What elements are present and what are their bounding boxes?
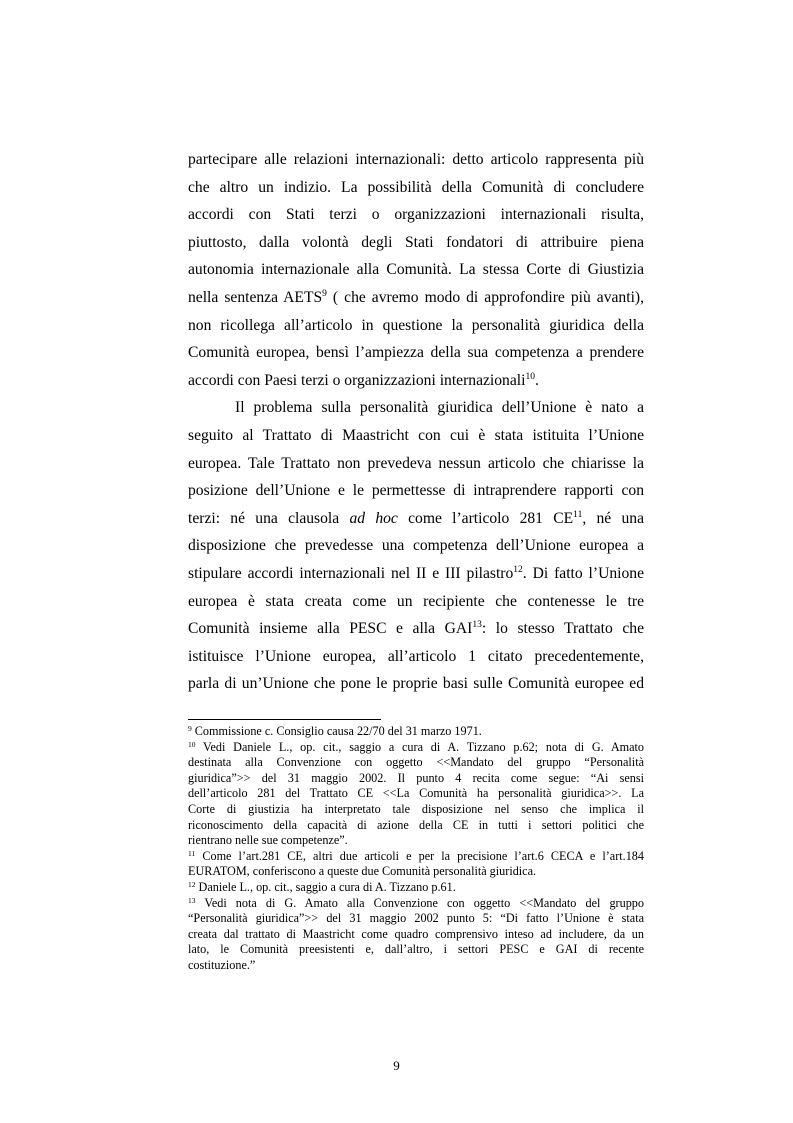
footnote-number: 11 (188, 848, 196, 858)
footnote-line (188, 755, 644, 771)
footnote-number: 9 (188, 724, 192, 733)
body-line: disposizione che prevedesse una competenza dell’Unione europea a (188, 537, 644, 555)
body-text-segment: accordi con Paesi terzi o organizzazioni internazionali (188, 371, 526, 389)
body-text-segment: . Di fatto l’Unione (522, 564, 644, 582)
footnote-line (188, 802, 644, 818)
footnote-ref-12[interactable]: 12 (513, 564, 523, 575)
body-text-segment: , né una (582, 509, 644, 527)
footnote-text: EURATOM, conferiscono a queste due Comunità personalità giuridica. (188, 864, 537, 879)
footnote-line (188, 864, 644, 880)
body-text-segment: ( che avremo modo di approfondire più avanti), (326, 288, 644, 306)
body-line: posizione dell’Unione e le permettesse di intraprendere rapporti con (188, 482, 644, 500)
body-line: partecipare alle relazioni internazionali: detto articolo rappresenta più (188, 151, 644, 168)
body-text-segment: terzi: né una clausola (188, 509, 350, 527)
body-line (188, 615, 644, 643)
footnote-line (188, 849, 644, 865)
footnote-line (188, 896, 644, 912)
footnote-line (188, 771, 644, 787)
footnote-text: costituzione.” (188, 957, 256, 972)
footnote-text: giuridica”>> del 31 maggio 2002. Il punto 4 recita come segue: “Ai sensi (188, 770, 644, 785)
footnote-ref-9[interactable]: 9 (322, 288, 327, 299)
footnote-text: dell’articolo 281 del Trattato CE <<La Comunità ha personalità giuridica>>. La (188, 786, 644, 801)
footnote-number: 10 (188, 739, 196, 749)
body-line: parla di un’Unione che pone le proprie basi sulle Comunità europee ed (188, 675, 644, 693)
footnote-text: riconoscimento della capacità di azione della CE in tutti i settori politici che (188, 817, 644, 832)
footnote-text: creata dal trattato di Maastricht come quadro comprensivo inteso ad includere, da un (188, 926, 644, 941)
body-text-segment: nella sentenza AETS (188, 288, 323, 306)
body-line: non ricollega all’articolo in questione la personalità giuridica della (188, 316, 644, 334)
footnote-number: 13 (188, 895, 196, 905)
footnote-number: 12 (188, 879, 196, 889)
footnote-line (188, 833, 644, 849)
body-text-segment: . (534, 371, 539, 389)
footnote-line (188, 927, 644, 943)
body-line: accordi con Stati terzi o organizzazioni internazionali risulta, (188, 206, 644, 224)
footnote-ref-13[interactable]: 13 (472, 620, 482, 631)
body-text-segment: : lo stesso Trattato che (481, 620, 644, 638)
footnote-ref-10[interactable]: 10 (525, 371, 535, 382)
footnote-ref-11[interactable]: 11 (573, 509, 583, 520)
footnote-line (188, 942, 644, 958)
footnote-separator (188, 719, 381, 720)
body-text-segment: Comunità insieme alla PESC e alla GAI (188, 620, 473, 638)
footnote-line (188, 724, 644, 740)
footnotes (188, 724, 644, 974)
body-line (188, 367, 644, 395)
footnote-text: Come l’art.281 CE, altri due articoli e per la precisione l’art.6 CECA e l’art.184 (195, 848, 644, 863)
body-line (188, 284, 644, 312)
body-line: europea è stata creata come un recipiente che contenesse le tre (188, 592, 644, 610)
footnote-line (188, 740, 644, 756)
footnote-text: lato, le Comunità preesistenti e, dall’altro, i settori PESC e GAI di recente (188, 942, 644, 957)
body-text-segment: come l’articolo 281 CE (397, 509, 574, 527)
body-line: europea. Tale Trattato non prevedeva nessun articolo che chiarisse la (188, 454, 644, 472)
footnote-text: destinata alla Convenzione con oggetto <<Mandato del gruppo “Personalità (188, 755, 644, 770)
footnote-line (188, 911, 644, 927)
footnote-text: Vedi nota di G. Amato alla Convenzione con oggetto <<Mandato del gruppo (195, 895, 644, 910)
footnote-text: rientrano nelle sue competenze”. (188, 833, 348, 848)
body-line: autonomia internazionale alla Comunità. La stessa Corte di Giustizia (188, 261, 644, 279)
body-line (188, 505, 644, 533)
italic-term: ad hoc (349, 509, 398, 527)
footnote-line (188, 880, 644, 896)
footnote-text: “Personalità giuridica”>> del 31 maggio 2002 punto 5: “Di fatto l’Unione è stata (188, 911, 644, 926)
footnote-text: Vedi Daniele L., op. cit., saggio a cura di A. Tizzano p.62; nota di G. Amato (195, 739, 644, 754)
page-number: 9 (393, 1058, 400, 1073)
body-line: Il problema sulla personalità giuridica dell’Unione è nato a (235, 399, 644, 417)
footnote-line (188, 786, 644, 802)
body-line: Comunità europea, bensì l’ampiezza della sua competenza a prendere (188, 344, 644, 362)
body-line: seguito al Trattato di Maastricht con cui è stata istituita l’Unione (188, 426, 644, 444)
body-line: piuttosto, dalla volontà degli Stati fondatori di attribuire piena (188, 233, 644, 251)
footnote-text: Daniele L., op. cit., saggio a cura di A. Tizzano p.61. (195, 879, 456, 894)
body-text-segment: stipulare accordi internazionali nel II e III pilastro (188, 564, 514, 582)
body-text (188, 146, 644, 698)
footnote-text: Corte di giustizia ha interpretato tale disposizione nel senso che implica il (188, 801, 644, 816)
body-line: istituisce l’Unione europea, all’articolo 1 citato precedentemente, (188, 647, 644, 665)
footnote-line (188, 958, 644, 974)
footnote-text: Commissione c. Consiglio causa 22/70 del 31 marzo 1971. (191, 724, 482, 738)
footnote-line (188, 818, 644, 834)
body-line: che altro un indizio. La possibilità della Comunità di concludere (188, 178, 644, 196)
body-line (188, 560, 644, 588)
